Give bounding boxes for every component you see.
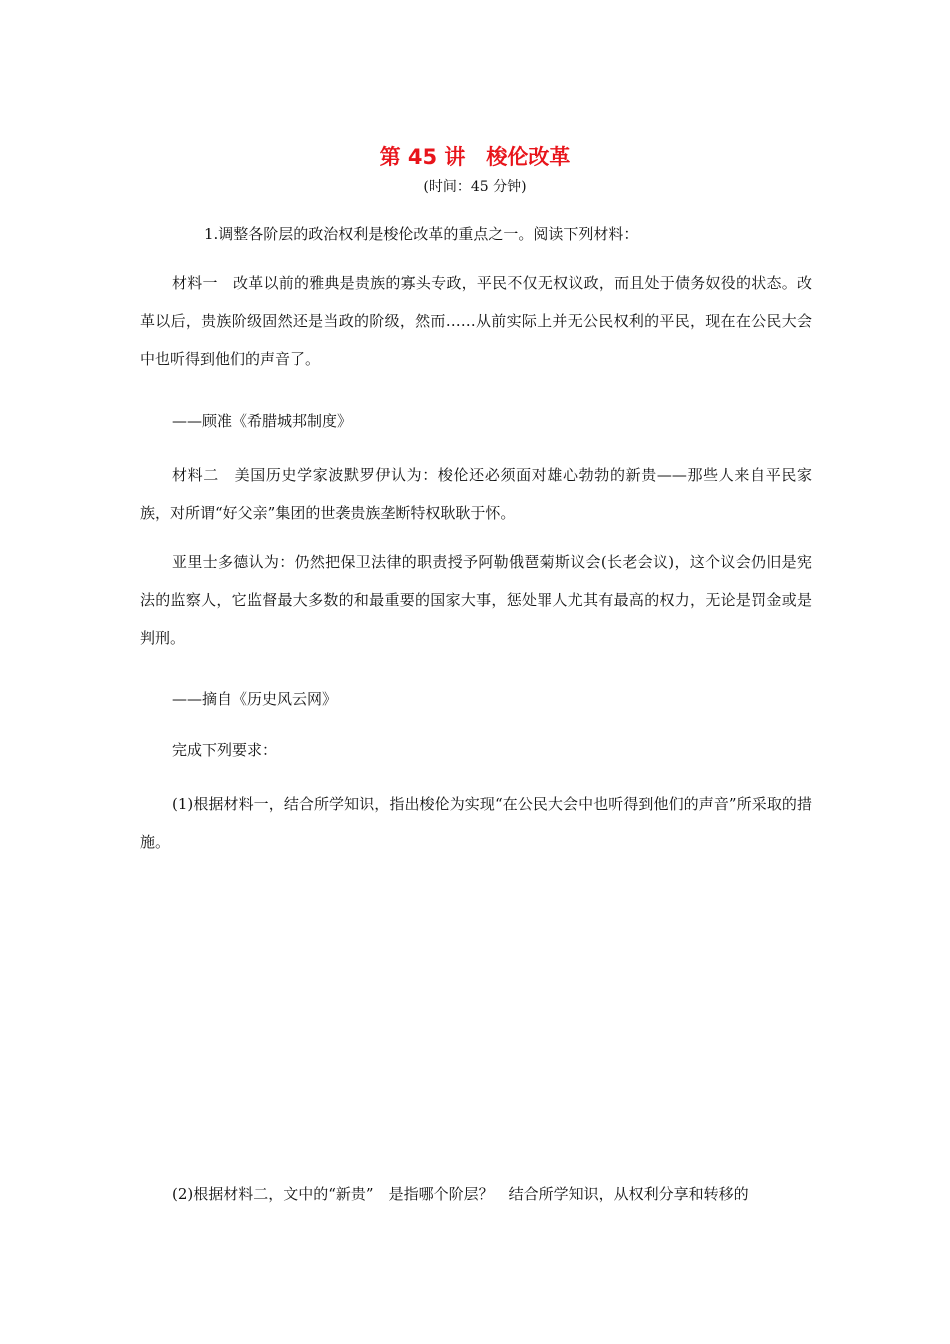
material-1: 材料一 改革以前的雅典是贵族的寡头专政，平民不仅无权议政，而且处于债务奴役的状态。改革以后，贵族阶级固然还是当政的阶级，然而……从前实际上并无公民权利的平民，现在在公民大会中也听得到他们的声音了。 xyxy=(140,274,812,368)
material-1-source: ——顾准《希腊城邦制度》 xyxy=(172,412,353,430)
requirements-heading: 完成下列要求： xyxy=(172,741,278,759)
material-2: 材料二 美国历史学家波默罗伊认为：梭伦还必须面对雄心勃勃的新贵——那些人来自平民家族，对所谓“好父亲”集团的世袭贵族垄断特权耿耿于怀。 xyxy=(140,466,812,522)
question-1-part-1: (1)根据材料一，结合所学知识，指出梭伦为实现“在公民大会中也听得到他们的声音”所采取的措施。 xyxy=(140,795,812,851)
material-2-source: ——摘自《历史风云网》 xyxy=(172,690,338,708)
page-title: 第 45 讲 梭伦改革 xyxy=(379,145,571,169)
material-2-continued: 亚里士多德认为：仍然把保卫法律的职责授予阿勒俄琶菊斯议会(长老会议)，这个议会仍旧是宪法的监察人，它监督最大多数的和最重要的国家大事，惩处罪人尤其有最高的权力，无论是罚金或是判刑。 xyxy=(140,553,812,647)
question-1-intro: 1.调整各阶层的政治权利是梭伦改革的重点之一。阅读下列材料： xyxy=(204,225,639,243)
question-1-part-2: (2)根据材料二，文中的“新贵” 是指哪个阶层？ 结合所学知识，从权利分享和转移的 xyxy=(172,1185,749,1203)
time-limit: (时间：45 分钟) xyxy=(423,179,527,195)
